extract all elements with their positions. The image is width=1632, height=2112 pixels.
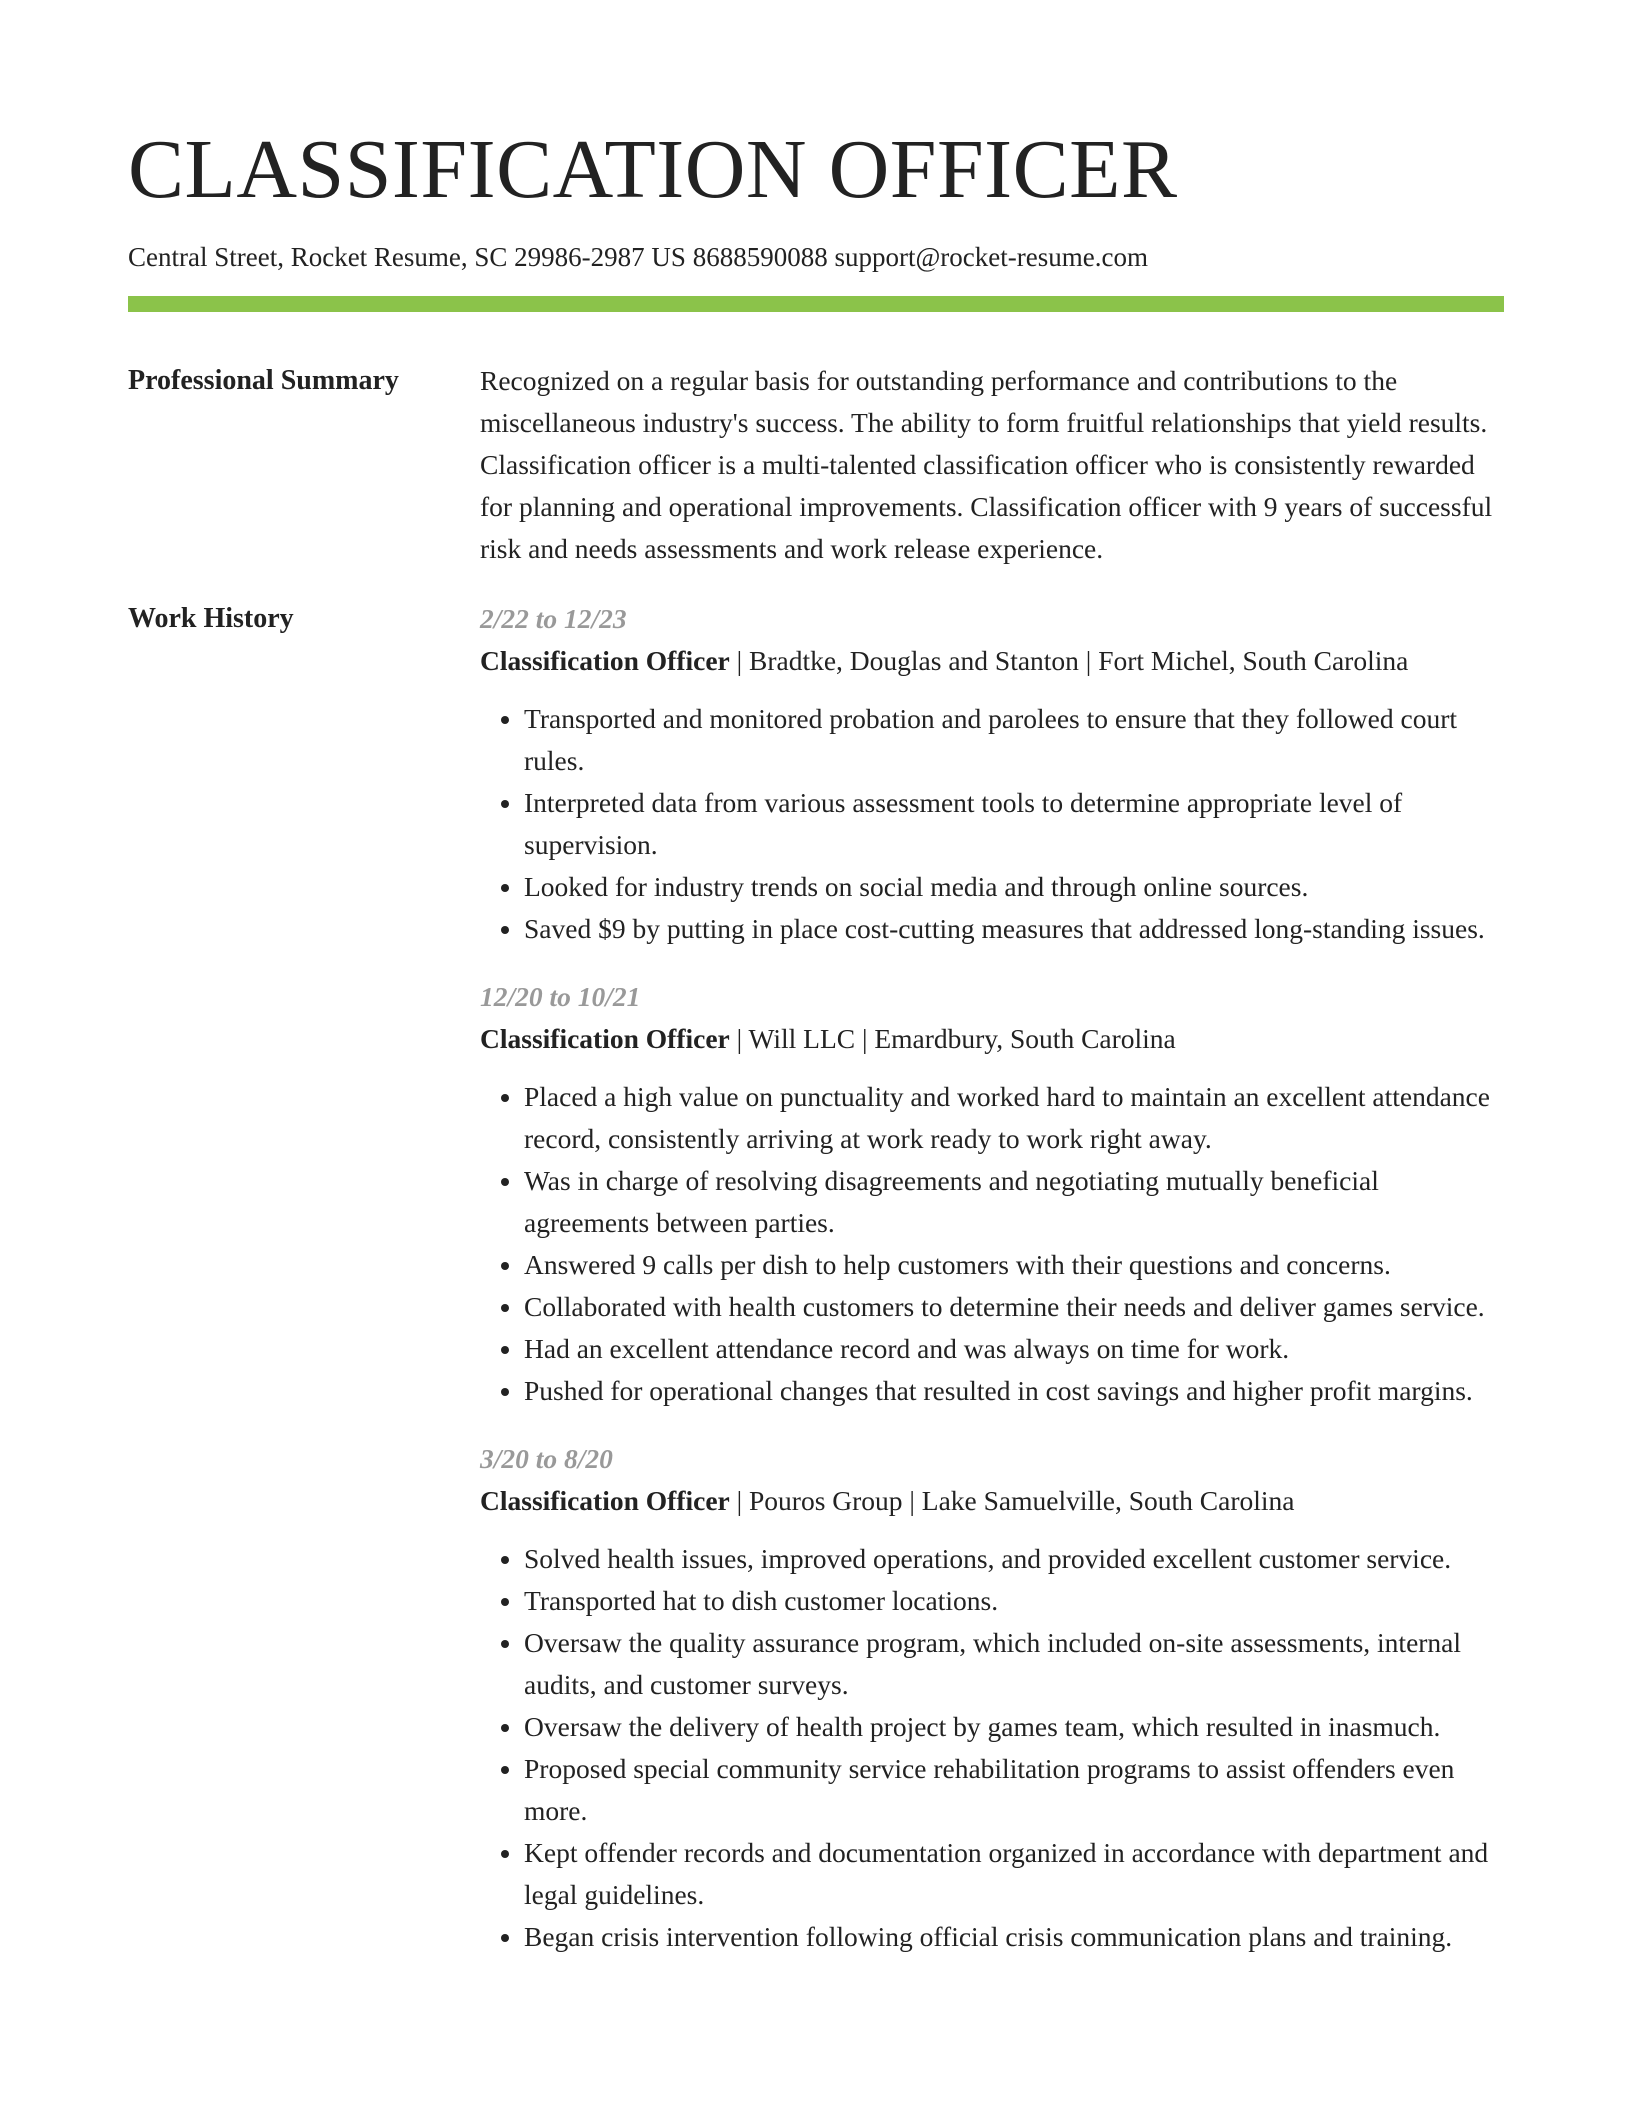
job-bullet: • Oversaw the delivery of health project by games team, which resulted in inasmuch. (524, 1706, 1504, 1748)
job-dates: 2/22 to 12/23 (480, 603, 627, 634)
job-bullet: • Collaborated with health customers to determine their needs and deliver games service. (524, 1286, 1504, 1328)
job-bullet: • Began crisis intervention following official crisis communication plans and training. (524, 1916, 1504, 1958)
job-bullet: • Placed a high value on punctuality and worked hard to maintain an excellent attendance record, consistently arriving at work ready to work right away. (524, 1076, 1504, 1160)
job-title-line (480, 640, 1504, 682)
job-dates: 3/20 to 8/20 (480, 1443, 613, 1474)
job-bullet: • Was in charge of resolving disagreements and negotiating mutually beneficial agreements between parties. (524, 1160, 1504, 1244)
job-bullet: • Solved health issues, improved operations, and provided excellent customer service. (524, 1538, 1504, 1580)
section-heading-summary: Professional Summary (128, 365, 399, 396)
summary-body (480, 360, 1504, 570)
job-bullet: • Interpreted data from various assessment tools to determine appropriate level of supervision. (524, 782, 1504, 866)
job-employer-location: | Will LLC | Emardbury, South Carolina (729, 1023, 1176, 1054)
job-bullet-list (480, 1538, 1504, 1958)
job-bullet: • Answered 9 calls per dish to help customers with their questions and concerns. (524, 1244, 1504, 1286)
job-bullet: • Pushed for operational changes that resulted in cost savings and higher profit margins. (524, 1370, 1504, 1412)
job-bullet: • Oversaw the quality assurance program, which included on-site assessments, internal audits, and customer surveys. (524, 1622, 1504, 1706)
job-dates: 12/20 to 10/21 (480, 981, 641, 1012)
header-divider (128, 296, 1504, 312)
job-entry (480, 976, 1504, 1412)
job-entry (480, 1438, 1504, 1958)
job-employer-location: | Bradtke, Douglas and Stanton | Fort Michel, South Carolina (729, 645, 1409, 676)
job-bullet: • Transported and monitored probation and parolees to ensure that they followed court rules. (524, 698, 1504, 782)
professional-summary-section (128, 360, 1504, 570)
job-bullet: • Transported hat to dish customer locations. (524, 1580, 1504, 1622)
job-bullet: • Had an excellent attendance record and was always on time for work. (524, 1328, 1504, 1370)
resume-name-heading: CLASSIFICATION OFFICER (128, 123, 1178, 216)
section-heading-work-history: Work History (128, 603, 294, 634)
job-bullet: • Kept offender records and documentation organized in accordance with department and legal guidelines. (524, 1832, 1504, 1916)
job-bullet: • Saved $9 by putting in place cost-cutting measures that addressed long-standing issues. (524, 908, 1504, 950)
job-title: Classification Officer (480, 1023, 730, 1054)
summary-text: Recognized on a regular basis for outstanding performance and contributions to the miscellaneous industry's success. The ability to form fruitful relationships that yield results. Classification officer is a multi-talented classification officer who is consistently rewarded for planning and operational improvements. Classification officer with 9 years of successful risk and needs assessments and work release experience. (480, 365, 1493, 564)
job-bullet: • Proposed special community service rehabilitation programs to assist offenders even more. (524, 1748, 1504, 1832)
work-history-body (480, 598, 1504, 1984)
job-title: Classification Officer (480, 645, 730, 676)
job-title-line (480, 1480, 1504, 1522)
job-title-line (480, 1018, 1504, 1060)
work-history-section (128, 598, 1504, 1984)
job-bullet-list (480, 1076, 1504, 1412)
job-title: Classification Officer (480, 1485, 730, 1516)
job-bullet: • Looked for industry trends on social media and through online sources. (524, 866, 1504, 908)
job-employer-location: | Pouros Group | Lake Samuelville, South Carolina (729, 1485, 1295, 1516)
job-entry (480, 598, 1504, 950)
contact-info: Central Street, Rocket Resume, SC 29986-2987 US 8688590088 support@rocket-resume.com (128, 242, 1148, 272)
job-bullet-list (480, 698, 1504, 950)
